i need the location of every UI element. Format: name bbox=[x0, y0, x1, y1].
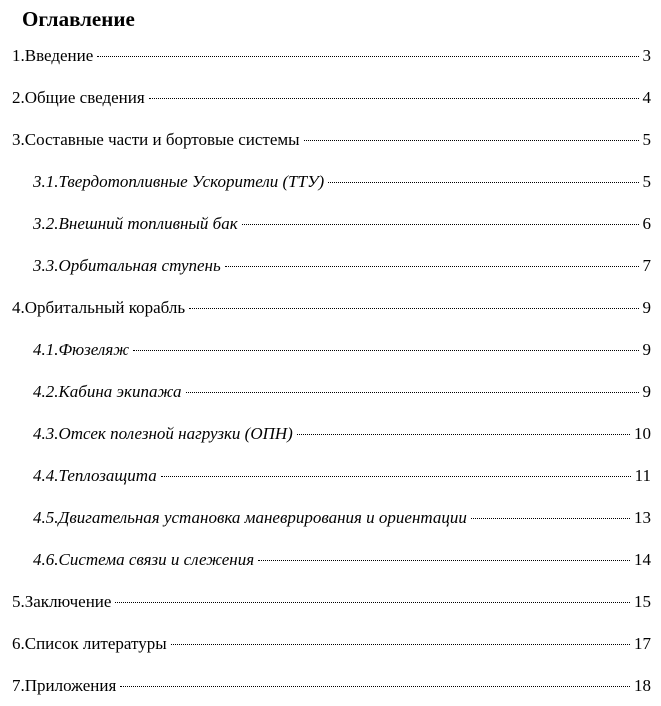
toc-entry-page-number: 9 bbox=[642, 298, 651, 317]
dot-leader bbox=[97, 56, 638, 57]
dot-leader bbox=[471, 518, 630, 519]
toc-entry-page-number: 17 bbox=[634, 634, 651, 653]
toc-entry-page-number: 9 bbox=[642, 340, 651, 359]
toc-entry-solid-boosters[interactable] bbox=[33, 170, 651, 194]
toc-entry-label: 6.Список литературы bbox=[12, 634, 167, 653]
toc-entry-page-number: 14 bbox=[634, 550, 651, 569]
dot-leader bbox=[171, 644, 630, 645]
toc-entry-label: 4.Орбитальный корабль bbox=[12, 298, 186, 317]
toc-entry-page-number: 13 bbox=[634, 508, 651, 527]
toc-entry-maneuvering-system[interactable] bbox=[33, 506, 651, 530]
toc-entry-page-number: 9 bbox=[642, 382, 651, 401]
toc-entry-conclusion[interactable] bbox=[12, 590, 651, 614]
toc-entry-label: 3.Составные части и бортовые системы bbox=[12, 130, 300, 149]
toc-entry-introduction[interactable] bbox=[12, 44, 651, 68]
toc-entry-label: 7.Приложения bbox=[12, 676, 117, 695]
toc-entry-page-number: 4 bbox=[642, 88, 651, 107]
dot-leader bbox=[115, 602, 630, 603]
toc-entry-page-number: 6 bbox=[642, 214, 651, 233]
toc-entry-label: 3.3.Орбитальная ступень bbox=[33, 256, 221, 275]
dot-leader bbox=[149, 98, 639, 99]
toc-entry-label: 1.Введение bbox=[12, 46, 94, 65]
toc-entry-external-tank[interactable] bbox=[33, 212, 651, 236]
toc-entry-fuselage[interactable] bbox=[33, 338, 651, 362]
dot-leader bbox=[258, 560, 630, 561]
toc-entry-general-info[interactable] bbox=[12, 86, 651, 110]
toc-entry-label: 4.4.Теплозащита bbox=[33, 466, 157, 485]
dot-leader bbox=[242, 224, 639, 225]
toc-entry-orbital-stage[interactable] bbox=[33, 254, 651, 278]
dot-leader bbox=[120, 686, 630, 687]
toc-entry-appendices[interactable] bbox=[12, 674, 651, 698]
toc-entry-page-number: 5 bbox=[642, 172, 651, 191]
toc-entry-orbiter[interactable] bbox=[12, 296, 651, 320]
dot-leader bbox=[328, 182, 638, 183]
dot-leader bbox=[297, 434, 630, 435]
toc-entry-label: 4.1.Фюзеляж bbox=[33, 340, 130, 359]
toc-entry-page-number: 3 bbox=[642, 46, 651, 65]
toc-entry-label: 2.Общие сведения bbox=[12, 88, 145, 107]
dot-leader bbox=[161, 476, 631, 477]
dot-leader bbox=[304, 140, 639, 141]
toc-entry-label: 4.2.Кабина экипажа bbox=[33, 382, 182, 401]
toc-entry-thermal-protection[interactable] bbox=[33, 464, 651, 488]
toc-entry-page-number: 15 bbox=[634, 592, 651, 611]
toc-entry-communication-system[interactable] bbox=[33, 548, 651, 572]
dot-leader bbox=[186, 392, 639, 393]
dot-leader bbox=[225, 266, 639, 267]
toc-entry-components[interactable] bbox=[12, 128, 651, 152]
toc-entry-page-number: 5 bbox=[642, 130, 651, 149]
dot-leader bbox=[133, 350, 638, 351]
toc-entry-label: 3.2.Внешний топливный бак bbox=[33, 214, 238, 233]
toc-entry-label: 4.5.Двигательная установка маневрирования и ориентации bbox=[33, 508, 467, 527]
dot-leader bbox=[189, 308, 638, 309]
toc-entry-page-number: 10 bbox=[634, 424, 651, 443]
toc-heading: Оглавление bbox=[22, 7, 135, 31]
toc-entry-label: 5.Заключение bbox=[12, 592, 112, 611]
toc-entry-crew-cabin[interactable] bbox=[33, 380, 651, 404]
toc-entry-references[interactable] bbox=[12, 632, 651, 656]
toc-entry-page-number: 7 bbox=[642, 256, 651, 275]
toc-entry-page-number: 11 bbox=[634, 466, 651, 485]
toc-entry-label: 4.6.Система связи и слежения bbox=[33, 550, 255, 569]
toc-entry-payload-bay[interactable] bbox=[33, 422, 651, 446]
toc-entry-label: 4.3.Отсек полезной нагрузки (ОПН) bbox=[33, 424, 293, 443]
toc-entry-page-number: 18 bbox=[634, 676, 651, 695]
toc-entry-label: 3.1.Твердотопливные Ускорители (ТТУ) bbox=[33, 172, 325, 191]
